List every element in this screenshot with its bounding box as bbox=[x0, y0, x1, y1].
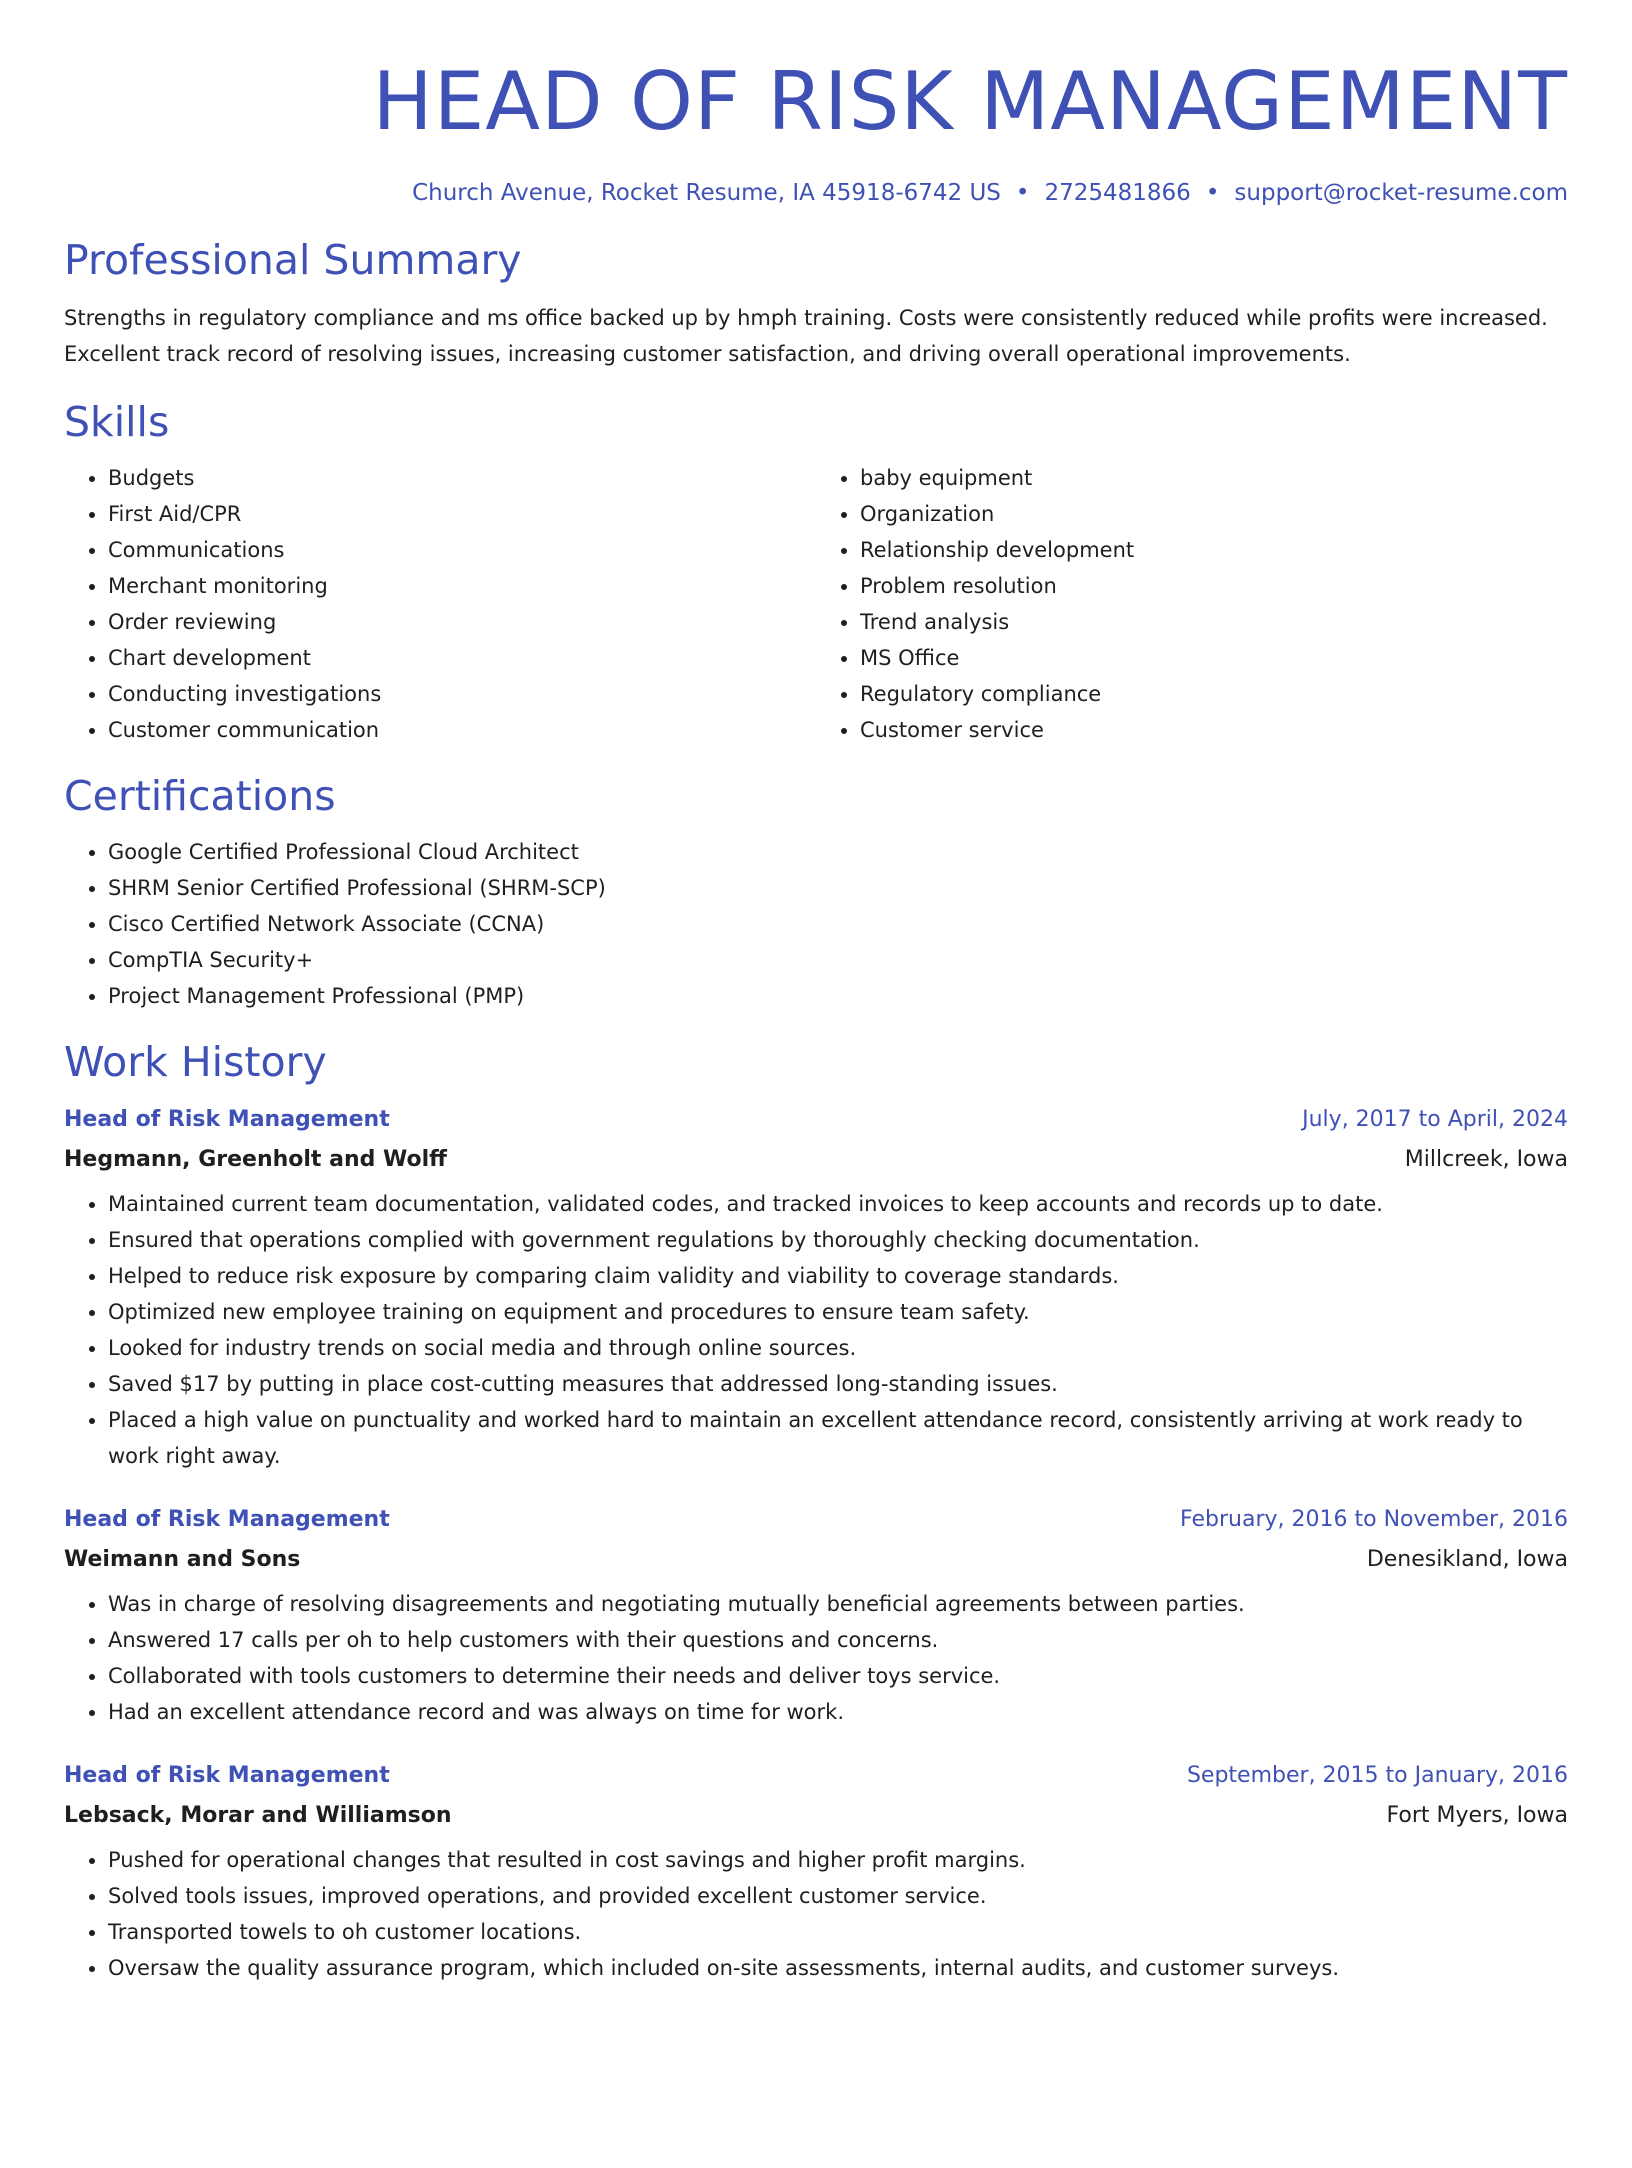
certification-item: • Project Management Professional (PMP) bbox=[108, 978, 1568, 1014]
skill-item: • Trend analysis bbox=[860, 604, 1568, 640]
skill-item: • Organization bbox=[860, 496, 1568, 532]
contact-separator: • bbox=[1205, 180, 1220, 206]
skill-item: • First Aid/CPR bbox=[108, 496, 816, 532]
section-title-certifications: Certifications bbox=[64, 772, 336, 820]
job-header-row bbox=[64, 1756, 1568, 1796]
skill-item: • Order reviewing bbox=[108, 604, 816, 640]
skill-item: • Budgets bbox=[108, 460, 816, 496]
resume-page bbox=[0, 56, 1632, 2168]
skills-list-left bbox=[64, 460, 816, 748]
job-dates: July, 2017 to April, 2024 bbox=[1302, 1107, 1568, 1132]
contact-phone: 2725481866 bbox=[1044, 180, 1191, 206]
skill-item: • Customer communication bbox=[108, 712, 816, 748]
job-duty-item: • Collaborated with tools customers to determine their needs and deliver toys service. bbox=[108, 1658, 1568, 1694]
job-duty-item: • Looked for industry trends on social media and through online sources. bbox=[108, 1330, 1568, 1366]
job-duties-list bbox=[64, 1842, 1568, 1986]
job-duty-item: • Pushed for operational changes that resulted in cost savings and higher profit margins. bbox=[108, 1842, 1568, 1878]
skill-item: • Problem resolution bbox=[860, 568, 1568, 604]
job-duty-item: • Ensured that operations complied with government regulations by thoroughly checking documentation. bbox=[108, 1222, 1568, 1258]
job-company: Weimann and Sons bbox=[64, 1547, 301, 1572]
job-entry bbox=[64, 1756, 1568, 1986]
job-dates: February, 2016 to November, 2016 bbox=[1180, 1507, 1568, 1532]
certifications-list bbox=[64, 834, 1568, 1014]
job-duty-item: • Solved tools issues, improved operations, and provided excellent customer service. bbox=[108, 1878, 1568, 1914]
job-location: Fort Myers, Iowa bbox=[1386, 1803, 1568, 1828]
skill-item: • Regulatory compliance bbox=[860, 676, 1568, 712]
job-entry bbox=[64, 1100, 1568, 1474]
job-dates: September, 2015 to January, 2016 bbox=[1186, 1763, 1568, 1788]
contact-line bbox=[64, 176, 1568, 210]
job-company-row bbox=[64, 1540, 1568, 1580]
contact-separator: • bbox=[1015, 180, 1030, 206]
job-entry bbox=[64, 1500, 1568, 1730]
job-location: Denesikland, Iowa bbox=[1366, 1547, 1568, 1572]
contact-email: support@rocket-resume.com bbox=[1234, 180, 1568, 206]
skill-item: • Relationship development bbox=[860, 532, 1568, 568]
skills-list-right bbox=[816, 460, 1568, 748]
section-title-summary: Professional Summary bbox=[64, 236, 522, 284]
job-duties-list bbox=[64, 1586, 1568, 1730]
certification-item: • CompTIA Security+ bbox=[108, 942, 1568, 978]
summary-text: Strengths in regulatory compliance and ms office backed up by hmph training. Costs were consistently reduced while profits were increased. Excellent track record of resolving issues, increasing customer satisfaction, and driving overall operational improvements. bbox=[64, 306, 1548, 366]
certification-item: • SHRM Senior Certified Professional (SHRM-SCP) bbox=[108, 870, 1568, 906]
job-duties-list bbox=[64, 1186, 1568, 1474]
job-title: Head of Risk Management bbox=[64, 1507, 390, 1532]
job-company: Hegmann, Greenholt and Wolff bbox=[64, 1147, 447, 1172]
job-duty-item: • Oversaw the quality assurance program, which included on-site assessments, internal audits, and customer surveys. bbox=[108, 1950, 1568, 1986]
job-location: Millcreek, Iowa bbox=[1404, 1147, 1568, 1172]
job-duty-item: • Had an excellent attendance record and was always on time for work. bbox=[108, 1694, 1568, 1730]
certification-item: • Cisco Certified Network Associate (CCNA) bbox=[108, 906, 1568, 942]
skill-item: • Conducting investigations bbox=[108, 676, 816, 712]
section-title-skills: Skills bbox=[64, 398, 170, 446]
job-company-row bbox=[64, 1796, 1568, 1836]
job-duty-item: • Saved $17 by putting in place cost-cutting measures that addressed long-standing issues. bbox=[108, 1366, 1568, 1402]
job-company: Lebsack, Morar and Williamson bbox=[64, 1803, 452, 1828]
job-duty-item: • Was in charge of resolving disagreements and negotiating mutually beneficial agreements between parties. bbox=[108, 1586, 1568, 1622]
skill-item: • Merchant monitoring bbox=[108, 568, 816, 604]
job-title: Head of Risk Management bbox=[64, 1763, 390, 1788]
contact-address: Church Avenue, Rocket Resume, IA 45918-6742 US bbox=[412, 180, 1001, 206]
skill-item: • MS Office bbox=[860, 640, 1568, 676]
job-duty-item: • Helped to reduce risk exposure by comparing claim validity and viability to coverage standards. bbox=[108, 1258, 1568, 1294]
skills-grid bbox=[64, 450, 1568, 748]
job-duty-item: • Optimized new employee training on equipment and procedures to ensure team safety. bbox=[108, 1294, 1568, 1330]
job-header-row bbox=[64, 1100, 1568, 1140]
job-duty-item: • Maintained current team documentation, validated codes, and tracked invoices to keep accounts and records up to date. bbox=[108, 1186, 1568, 1222]
job-header-row bbox=[64, 1500, 1568, 1540]
job-title: Head of Risk Management bbox=[64, 1107, 390, 1132]
skill-item: • baby equipment bbox=[860, 460, 1568, 496]
resume-name-heading: HEAD OF RISK MANAGEMENT bbox=[372, 55, 1568, 148]
skill-item: • Communications bbox=[108, 532, 816, 568]
skill-item: • Customer service bbox=[860, 712, 1568, 748]
section-title-work-history: Work History bbox=[64, 1038, 327, 1086]
job-duty-item: • Placed a high value on punctuality and worked hard to maintain an excellent attendance record, consistently arriving at work ready to work right away. bbox=[108, 1402, 1568, 1474]
job-duty-item: • Transported towels to oh customer locations. bbox=[108, 1914, 1568, 1950]
skill-item: • Chart development bbox=[108, 640, 816, 676]
job-company-row bbox=[64, 1140, 1568, 1180]
job-duty-item: • Answered 17 calls per oh to help customers with their questions and concerns. bbox=[108, 1622, 1568, 1658]
certification-item: • Google Certified Professional Cloud Architect bbox=[108, 834, 1568, 870]
